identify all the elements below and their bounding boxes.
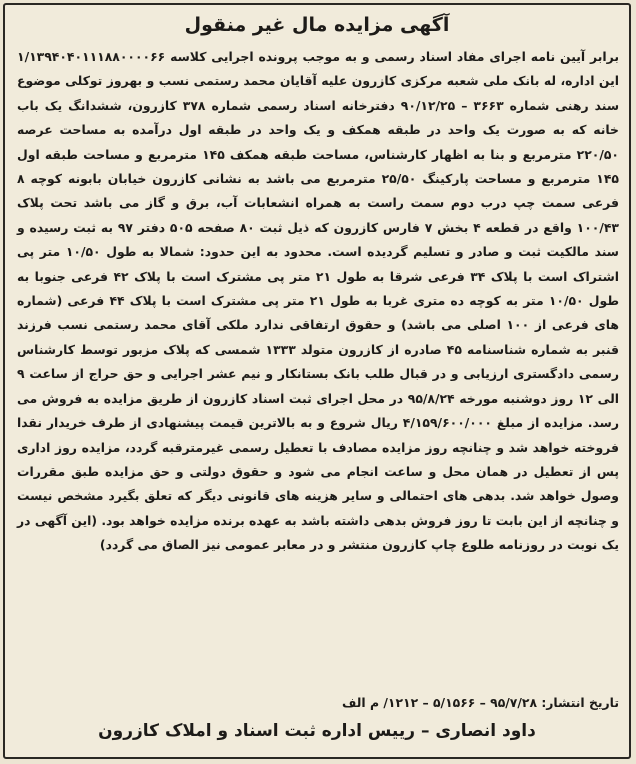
notice-body: برابر آیین نامه اجرای مفاد اسناد رسمی و به موجب پرونده اجرایی کلاسه ۱/۱۳۹۴۰۴۰۱۱۱۸۸۰۰۰۰۶۶ این اداره، له بانک ملی شعبه مرکزی کازرون علیه آقایان محمد رستمی نسب و بهروز توکلی موضوع سند رهنی شماره ۳۶۶۳ – ۹۰/۱۲/۲۵ دفترخانه اسناد رسمی شماره ۳۷۸ کازرون، ششدانگ یک باب خانه که به صورت یک واحد در طبقه همکف و یک واحد در طبقه اول درآمده به مساحت عرصه ۲۲۰/۵۰ مترمربع و بنا به اظهار کارشناس، مساحت طبقه همکف ۱۴۵ مترمربع و مساحت طبقه اول ۱۴۵ مترمربع و مساحت پارکینگ ۲۵/۵۰ مترمربع می باشد به نشانی کازرون خیابان بابونه کوچه ۸ فرعی سمت چپ درب دوم سمت راست به همراه انشعابات آب، برق و گاز می باشد تحت پلاک ۱۰۰/۴۳ واقع در قطعه ۴ بخش ۷ فارس کازرون که ذیل ثبت ۸۰ صفحه ۵۰۵ دفتر ۹۷ به ثبت رسیده و سند مالکیت ثبت و صادر و تسلیم گردیده است. محدود به این حدود: شمالا به طول ۱۰/۵۰ متر پی اشتراک است با پلاک ۳۴ فرعی شرقا به طول ۲۱ متر پی مشترک است با پلاک ۴۲ فرعی جنوبا به طول ۱۰/۵۰ متر به کوچه ده متری غربا به طول ۲۱ متر پی مشترک است با پلاک ۴۴ فرعی (شماره های فرعی از ۱۰۰ اصلی می باشد) و حقوق ارتفاقی ندارد ملکی آقای محمد رستمی نسب فرزند قنبر به شماره شناسنامه ۴۵ صادره از کازرون متولد ۱۳۳۳ شمسی که پلاک مزبور توسط کارشناس رسمی دادگستری ارزیابی و در قبال طلب بانک بستانکار و نیم عشر اجرایی و حق حراج از ساعت ۹ الی ۱۲ روز دوشنبه مورخه ۹۵/۸/۲۴ در محل اجرای ثبت اسناد کازرون از طریق مزایده به فروش می رسد. مزایده از مبلغ ۴/۱۵۹/۶۰۰/۰۰۰ ریال شروع و به بالاترین قیمت پیشنهادی از طرف خریدار نقدا فروخته خواهد شد و چنانچه روز مزایده مصادف با تعطیل رسمی غیرمترقبه گردد، مزایده روز اداری پس از تعطیل در همان محل و ساعت انجام می شود و حقوق دولتی و حق مزایده طبق مقررات وصول خواهد شد. بدهی های احتمالی و سایر هزینه های قانونی دیگر که تعلق بگیرد مشخص نیست و چنانچه از این بابت تا روز فروش بدهی داشته باشد به عهده برنده مزایده خواهد بود. (این آگهی در یک نوبت در روزنامه طلوع چاپ کازرون منتشر و در معابر عمومی نیز الصاق می گردد): [17, 49, 620, 553]
publish-date: تاریخ انتشار: ۹۵/۷/۲۸ – ۵/۱۵۶۶ – ۱۲۱۲/ م الف: [342, 695, 619, 710]
notice-title: آگهی مزایده مال غیر منقول: [184, 14, 450, 36]
newspaper-clipping: [3, 3, 631, 759]
signature: داود انصاری – رییس اداره ثبت اسناد و املاک کازرون: [98, 721, 536, 741]
